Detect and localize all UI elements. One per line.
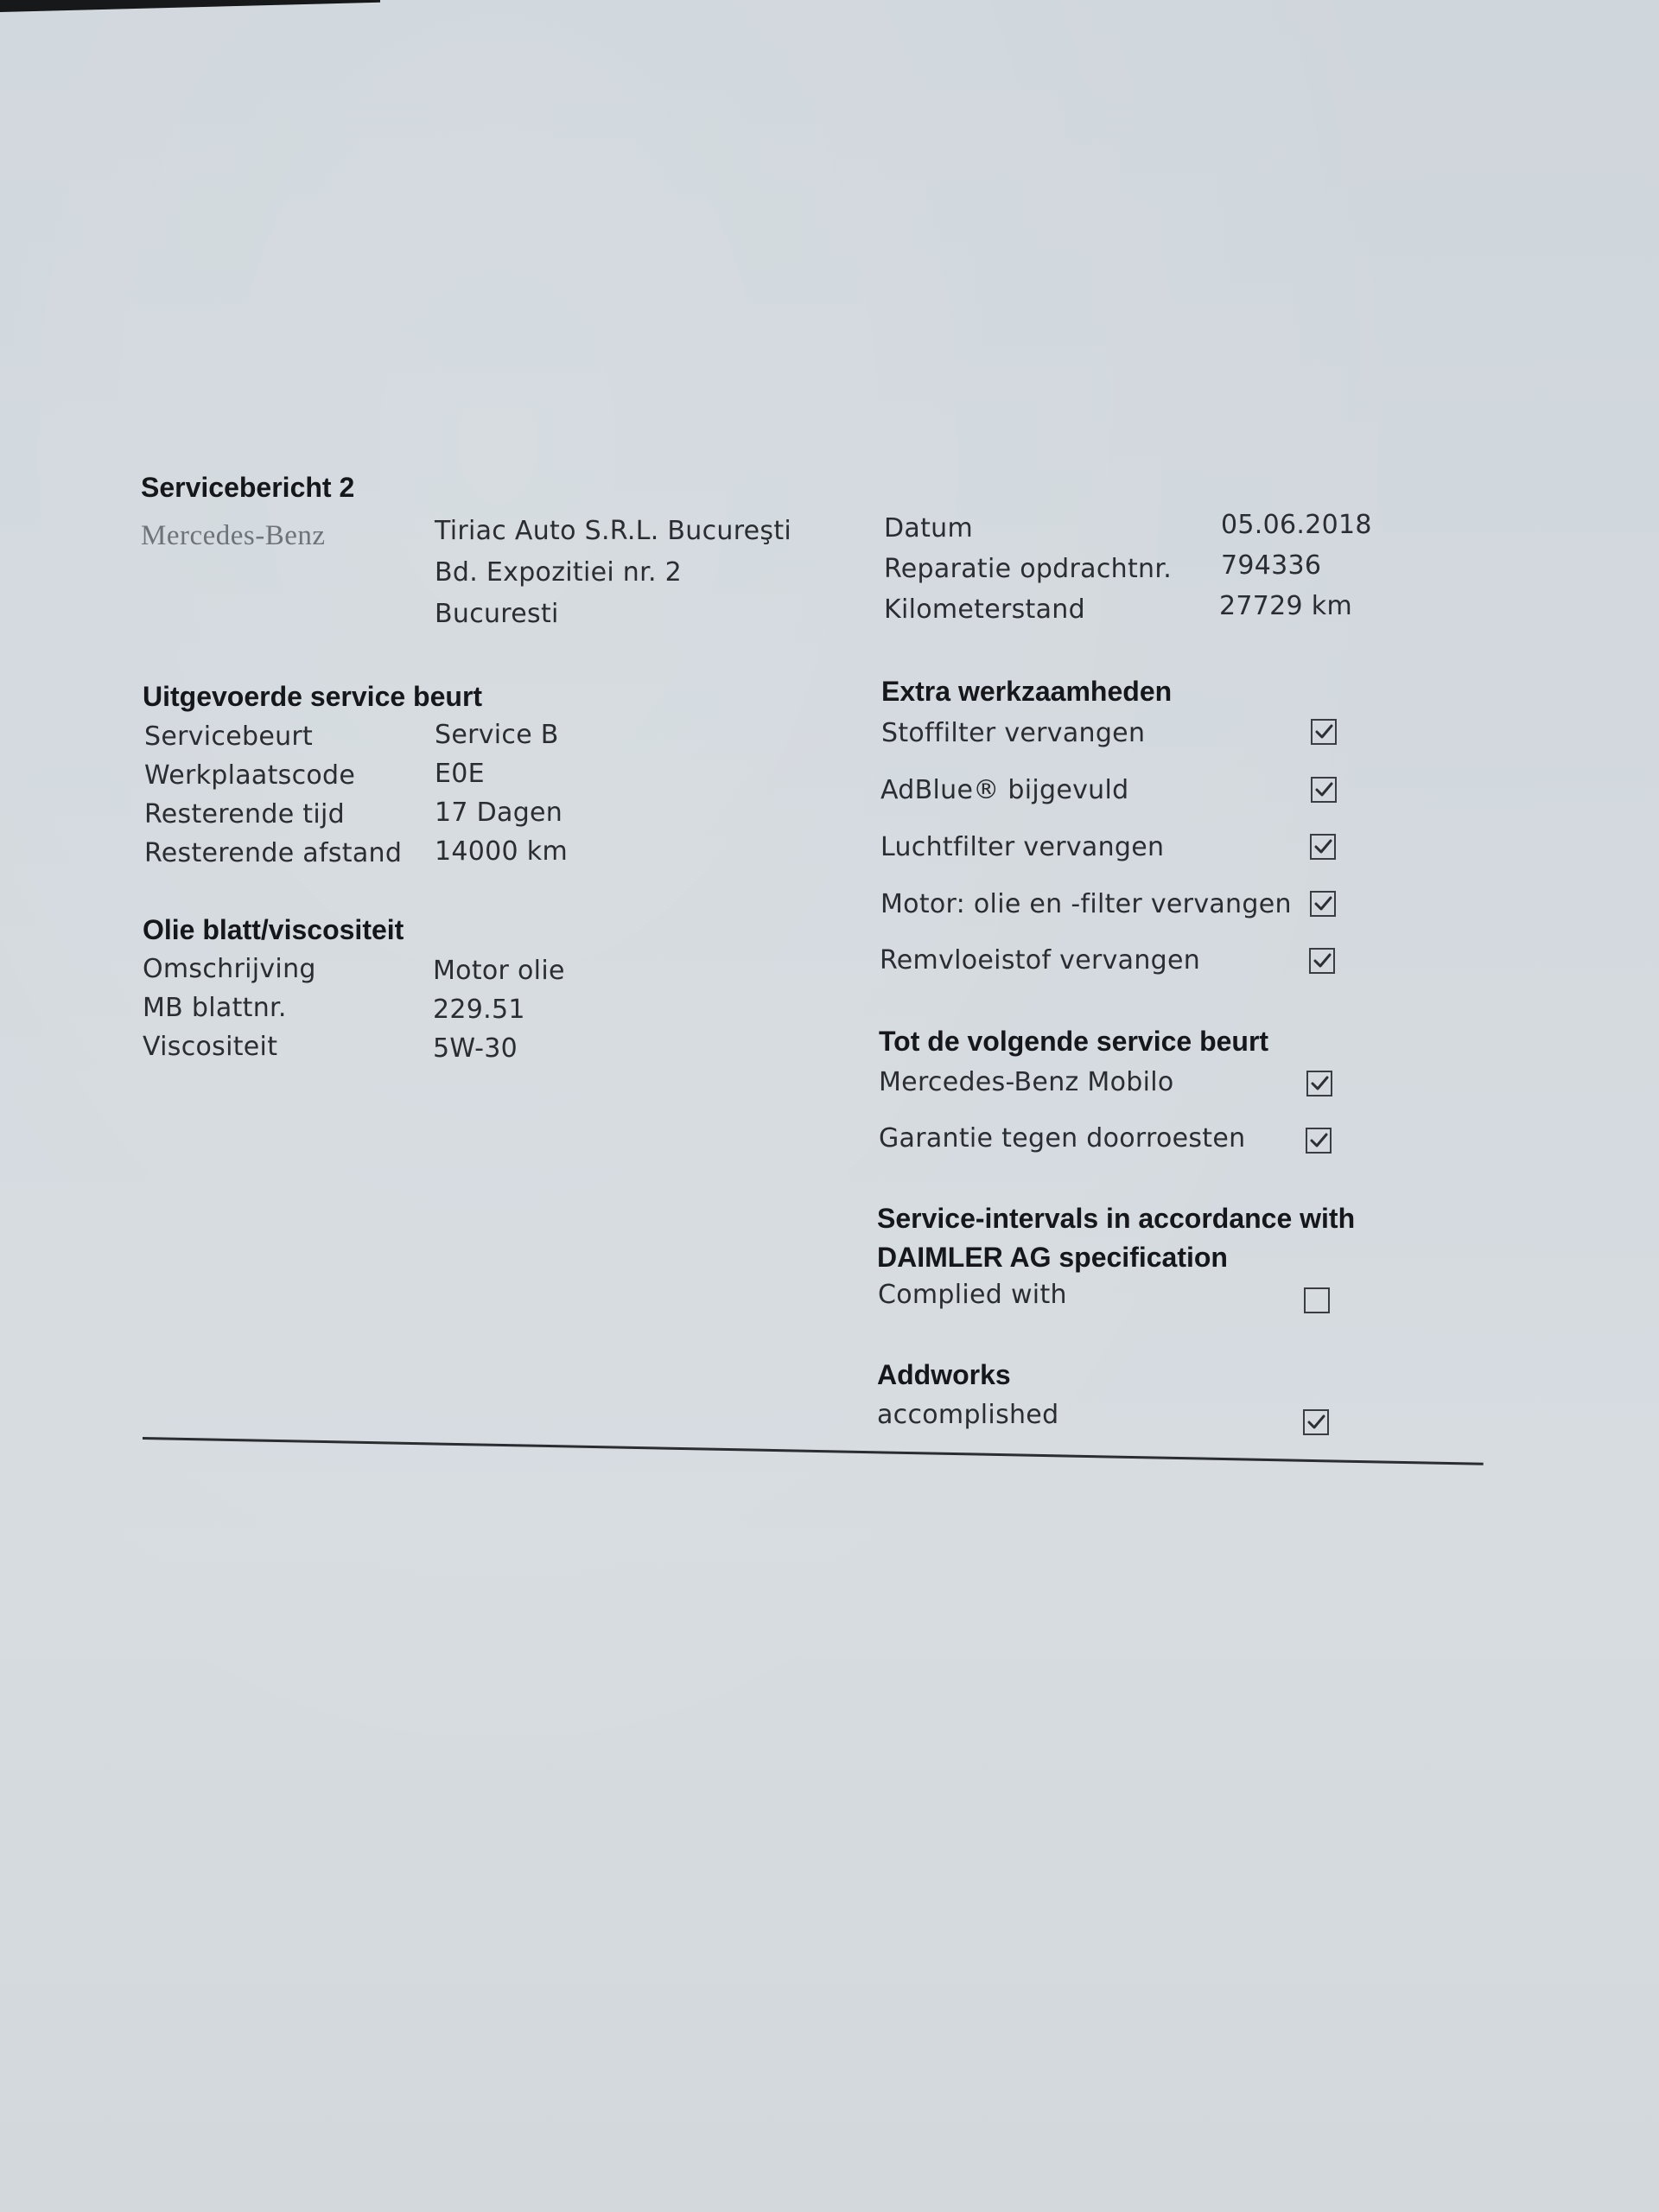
meta-value-order: 794336 bbox=[1221, 550, 1322, 581]
meta-value-mileage: 27729 km bbox=[1219, 591, 1352, 621]
oil-label-blattnr: MB blattnr. bbox=[143, 993, 287, 1023]
addworks-item-label: accomplished bbox=[877, 1400, 1059, 1430]
dealer-name: Tiriac Auto S.R.L. Bucureşti bbox=[435, 516, 792, 546]
service-label-time: Resterende tijd bbox=[144, 799, 345, 830]
service-label-type: Servicebeurt bbox=[144, 721, 314, 752]
meta-value-date: 05.06.2018 bbox=[1221, 510, 1372, 540]
meta-label-order: Reparatie opdrachtnr. bbox=[884, 554, 1173, 584]
dealer-city: Bucuresti bbox=[435, 599, 559, 629]
intervals-heading-line1: Service-intervals in accordance with bbox=[877, 1203, 1356, 1234]
background-corner bbox=[0, 0, 380, 12]
service-label-code: Werkplaatscode bbox=[144, 760, 356, 791]
extra-item-label: Stoffilter vervangen bbox=[881, 718, 1146, 748]
next-item-label: Mercedes-Benz Mobilo bbox=[879, 1067, 1174, 1097]
extra-item-label: Motor: olie en -filter vervangen bbox=[880, 889, 1292, 919]
oil-heading: Olie blatt/viscositeit bbox=[143, 914, 404, 945]
oil-label-viscosity: Viscositeit bbox=[143, 1032, 278, 1062]
extra-item-label: Remvloeistof vervangen bbox=[880, 945, 1201, 976]
extra-item-checkbox[interactable] bbox=[1310, 891, 1336, 917]
intervals-item-label: Complied with bbox=[878, 1280, 1067, 1310]
next-item-checkbox[interactable] bbox=[1306, 1128, 1332, 1154]
report-title: Servicebericht 2 bbox=[141, 472, 355, 503]
service-value-time: 17 Dagen bbox=[435, 798, 563, 828]
extra-item-label: AdBlue® bijgevuld bbox=[880, 775, 1129, 805]
brand-logo-text: Mercedes-Benz bbox=[141, 520, 326, 551]
oil-value-viscosity: 5W-30 bbox=[433, 1033, 518, 1064]
check-mark-icon bbox=[1309, 1131, 1328, 1150]
service-value-code: E0E bbox=[435, 759, 485, 789]
intervals-heading-line2: DAIMLER AG specification bbox=[877, 1242, 1228, 1273]
oil-value-blattnr: 229.51 bbox=[433, 995, 525, 1025]
extra-item-label: Luchtfilter vervangen bbox=[880, 832, 1165, 862]
meta-label-mileage: Kilometerstand bbox=[884, 594, 1085, 625]
extra-item-checkbox[interactable] bbox=[1311, 719, 1337, 745]
section-divider bbox=[143, 1437, 1484, 1465]
check-mark-icon bbox=[1310, 1074, 1329, 1093]
extra-item-checkbox[interactable] bbox=[1310, 834, 1336, 860]
extra-item-checkbox[interactable] bbox=[1311, 777, 1337, 803]
next-item-checkbox[interactable] bbox=[1306, 1071, 1332, 1096]
service-heading: Uitgevoerde service beurt bbox=[143, 681, 483, 712]
oil-label-description: Omschrijving bbox=[143, 954, 316, 984]
next-heading: Tot de volgende service beurt bbox=[879, 1026, 1269, 1057]
service-value-type: Service B bbox=[435, 720, 559, 750]
dealer-address: Bd. Expozitiei nr. 2 bbox=[435, 557, 683, 588]
check-mark-icon bbox=[1313, 837, 1332, 856]
check-mark-icon bbox=[1314, 780, 1333, 799]
oil-value-description: Motor olie bbox=[433, 956, 565, 986]
addworks-heading: Addworks bbox=[877, 1359, 1011, 1390]
check-mark-icon bbox=[1314, 722, 1333, 741]
service-label-distance: Resterende afstand bbox=[144, 838, 403, 868]
extra-item-checkbox[interactable] bbox=[1309, 948, 1335, 974]
intervals-item-checkbox[interactable] bbox=[1304, 1287, 1330, 1313]
meta-label-date: Datum bbox=[884, 513, 973, 543]
check-mark-icon bbox=[1313, 951, 1332, 970]
extra-heading: Extra werkzaamheden bbox=[881, 676, 1173, 707]
check-mark-icon bbox=[1306, 1413, 1325, 1432]
service-value-distance: 14000 km bbox=[435, 836, 568, 867]
check-mark-icon bbox=[1313, 894, 1332, 913]
addworks-item-checkbox[interactable] bbox=[1303, 1409, 1329, 1435]
next-item-label: Garantie tegen doorroesten bbox=[879, 1123, 1246, 1154]
